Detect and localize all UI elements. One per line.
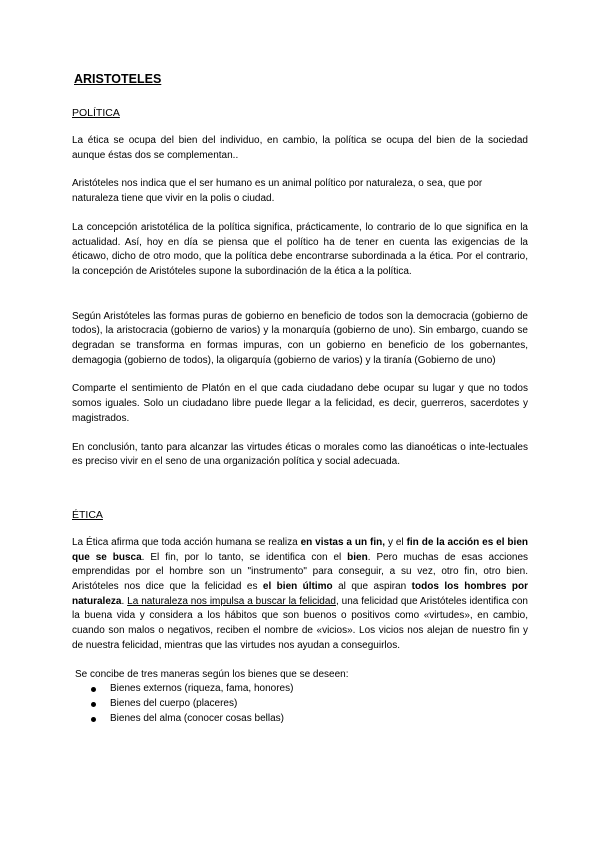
- document-body: [72, 70, 528, 726]
- etica-list-intro: Se concibe de tres maneras según los bienes que se deseen:: [75, 668, 349, 680]
- politica-paragraph-3: La concepción aristotélica de la política significa, prácticamente, lo contrario de lo que significa en la actualidad. Así, hoy en día se piensa que el político ha de tener en cuenta las exigencias de la éticawo, dicho de otro modo, que la política debe encontrarse subordinada a la ética. Por el contrario, la concepción de Aristóteles supone la subordinación de la ética a la política.: [72, 221, 528, 277]
- list-item: Bienes del cuerpo (placeres): [72, 697, 528, 712]
- politica-paragraph-5: Comparte el sentimiento de Platón en el que cada ciudadano debe ocupar su lugar y que no todos somos iguales. Solo un ciudadano libre puede llegar a la felicidad, es decir, guerreros, sacerdotes y magistrados.: [72, 383, 528, 424]
- section-heading-etica: ÉTICA: [72, 508, 103, 521]
- politica-paragraph-2: Aristóteles nos indica que el ser humano es un animal político por naturaleza, o sea, que por naturaleza tiene que vivir en la polis o ciudad.: [72, 178, 483, 205]
- document-title: ARISTOTELES: [74, 72, 162, 86]
- list-item: Bienes del alma (conocer cosas bellas): [72, 712, 528, 727]
- politica-paragraph-6: En conclusión, tanto para alcanzar las virtudes éticas o morales como las dianoéticas o inte-lectuales es preciso vivir en el seno de una organización política y social adecuada.: [72, 441, 528, 468]
- etica-bullet-list: [72, 682, 528, 726]
- section-heading-politica: POLÍTICA: [72, 107, 120, 119]
- etica-paragraph: La Ética afirma que toda acción humana se realiza en vistas a un fin, y el fin de la acción es el bien que se busca. El fin, por lo tanto, se identifica con el bien. Pero muchas de esas acciones emprendidas por el hombre son un "instrumento" para conseguir, a su vez, otro fin, otro bien. Aristóteles nos dice que la felicidad es el bien último al que aspiran todos los hombres por naturaleza. La naturaleza nos impulsa a buscar la felicidad, una felicidad que Aristóteles identifica con la buena vida y considera a los hábitos que son buenos o positivos como «virtudes», en cambio, cuando son malos o negativos, reciben el nombre de «vicios». Los vicios nos alejan de nuestro fin y de nuestra felicidad, mientras que las virtudes nos ayudan a conseguirlos.: [72, 536, 529, 651]
- politica-paragraph-4: Según Aristóteles las formas puras de gobierno en beneficio de todos son la democracia (gobierno de todos), la aristocracia (gobierno de varios) y la monarquía (gobierno de uno). Sin embargo, cuando se degradan se transforma en formas impuras, con un gobierno en beneficio de los gobernantes, demagogia (gobierno de todos), la oligarquía (gobierno de varios) y la tiranía (Gobierno de uno): [72, 310, 528, 366]
- list-item: Bienes externos (riqueza, fama, honores): [72, 682, 528, 697]
- politica-paragraph-1: La ética se ocupa del bien del individuo, en cambio, la política se ocupa del bien de la sociedad aunque éstas dos se complementan..: [72, 135, 528, 161]
